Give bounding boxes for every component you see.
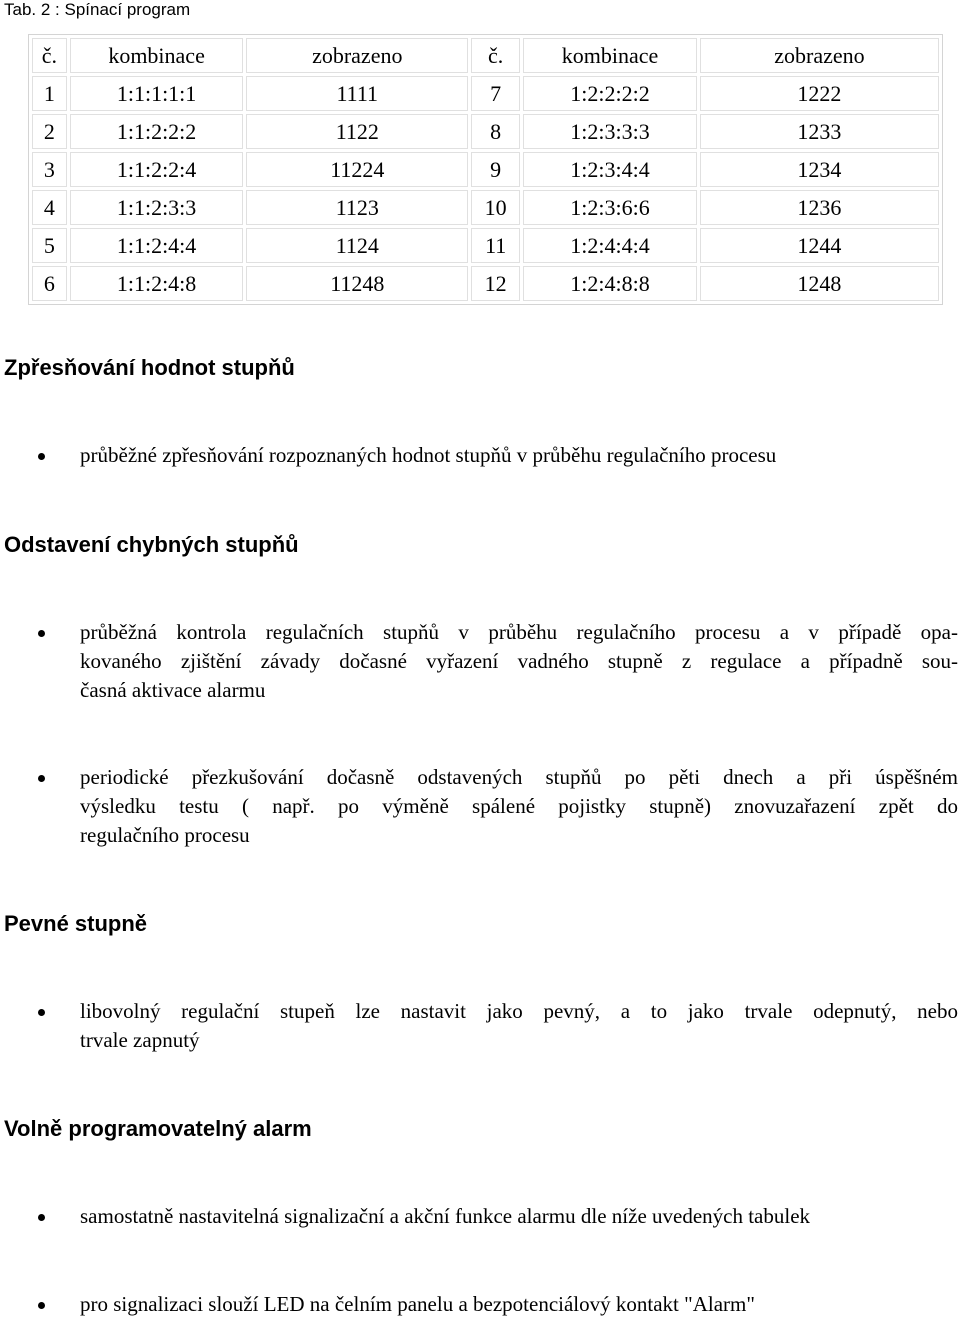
bullet-line: samostatně nastavitelná signalizační a akční funkce alarmu dle níže uvedených tabulek (80, 1204, 811, 1228)
bullet-dot-icon (38, 630, 45, 637)
table-cell: 1:2:3:3:3 (523, 114, 697, 149)
bullet-line: trvale zapnutý (80, 1028, 200, 1052)
bullet-line: průběžná kontrola regulačních stupňů v průběhu regulačního procesu a v případě opa- (80, 620, 958, 644)
table-row (32, 152, 939, 187)
table-cell: 5 (32, 228, 67, 263)
table-cell: 1:2:4:8:8 (523, 266, 697, 301)
table-cell: 1234 (700, 152, 939, 187)
table-cell: 1111 (246, 76, 468, 111)
table-header-cell: zobrazeno (246, 38, 468, 73)
table-cell: 1:1:2:4:8 (70, 266, 244, 301)
table-cell: 1:1:2:2:2 (70, 114, 244, 149)
bullet-line: časná aktivace alarmu (80, 678, 266, 702)
table-cell: 1236 (700, 190, 939, 225)
table-row (32, 266, 939, 301)
section-heading-faulty-stages: Odstavení chybných stupňů (4, 532, 299, 557)
bullet-dot-icon (38, 453, 45, 460)
table-cell: 1:1:2:3:3 (70, 190, 244, 225)
bullet-item (80, 1290, 958, 1319)
bullet-item (80, 618, 958, 705)
bullet-line: kovaného zjištění závady dočasné vyřazení vadného stupně z regulace a případně sou- (80, 649, 958, 673)
table-cell: 11 (471, 228, 520, 263)
table-cell: 3 (32, 152, 67, 187)
table-cell: 8 (471, 114, 520, 149)
table-cell: 1:2:4:4:4 (523, 228, 697, 263)
table-cell: 1:1:1:1:1 (70, 76, 244, 111)
table-row (32, 190, 939, 225)
switching-program-table (28, 34, 943, 305)
table-caption: Tab. 2 : Spínací program (4, 0, 191, 19)
bullet-dot-icon (38, 775, 45, 782)
bullet-item (80, 763, 958, 850)
table-cell: 11248 (246, 266, 468, 301)
table-row (32, 228, 939, 263)
table-row (32, 114, 939, 149)
table-header-cell: č. (32, 38, 67, 73)
table-cell: 1:1:2:2:4 (70, 152, 244, 187)
table-cell: 1:2:2:2:2 (523, 76, 697, 111)
table-header-cell: č. (471, 38, 520, 73)
table-cell: 4 (32, 190, 67, 225)
table-cell: 1:2:3:4:4 (523, 152, 697, 187)
section-heading-refinement: Zpřesňování hodnot stupňů (4, 355, 295, 380)
bullet-line: periodické přezkušování dočasně odstavených stupňů po pěti dnech a při úspěšném (80, 765, 958, 789)
table-cell: 7 (471, 76, 520, 111)
table-header-row (32, 38, 939, 73)
table-cell: 1233 (700, 114, 939, 149)
table-cell: 9 (471, 152, 520, 187)
bullet-line: výsledku testu ( např. po výměně spálené pojistky stupně) znovuzařazení zpět do (80, 794, 958, 818)
table-cell: 1 (32, 76, 67, 111)
section-heading-fixed-stages: Pevné stupně (4, 911, 148, 936)
table-cell: 6 (32, 266, 67, 301)
bullet-dot-icon (38, 1009, 45, 1016)
bullet-item (80, 441, 958, 470)
table-cell: 1248 (700, 266, 939, 301)
table-header-cell: zobrazeno (700, 38, 939, 73)
table-cell: 1244 (700, 228, 939, 263)
table-cell: 1123 (246, 190, 468, 225)
table-cell: 10 (471, 190, 520, 225)
section-heading-programmable-alarm: Volně programovatelný alarm (4, 1116, 312, 1141)
bullet-item (80, 1202, 958, 1231)
table-cell: 1124 (246, 228, 468, 263)
table-cell: 1:2:3:6:6 (523, 190, 697, 225)
table-cell: 12 (471, 266, 520, 301)
bullet-line: průběžné zpřesňování rozpoznaných hodnot stupňů v průběhu regulačního procesu (80, 443, 777, 467)
table-row (32, 76, 939, 111)
table-header-cell: kombinace (523, 38, 697, 73)
table-cell: 1122 (246, 114, 468, 149)
table-cell: 1222 (700, 76, 939, 111)
table-cell: 1:1:2:4:4 (70, 228, 244, 263)
bullet-dot-icon (38, 1302, 45, 1309)
bullet-item (80, 997, 958, 1055)
table-cell: 2 (32, 114, 67, 149)
bullet-dot-icon (38, 1214, 45, 1221)
bullet-line: pro signalizaci slouží LED na čelním panelu a bezpotenciálový kontakt "Alarm" (80, 1292, 755, 1316)
table-cell: 11224 (246, 152, 468, 187)
bullet-line: regulačního procesu (80, 823, 250, 847)
bullet-line: libovolný regulační stupeň lze nastavit jako pevný, a to jako trvale odepnutý, nebo (80, 999, 958, 1023)
table-header-cell: kombinace (70, 38, 244, 73)
